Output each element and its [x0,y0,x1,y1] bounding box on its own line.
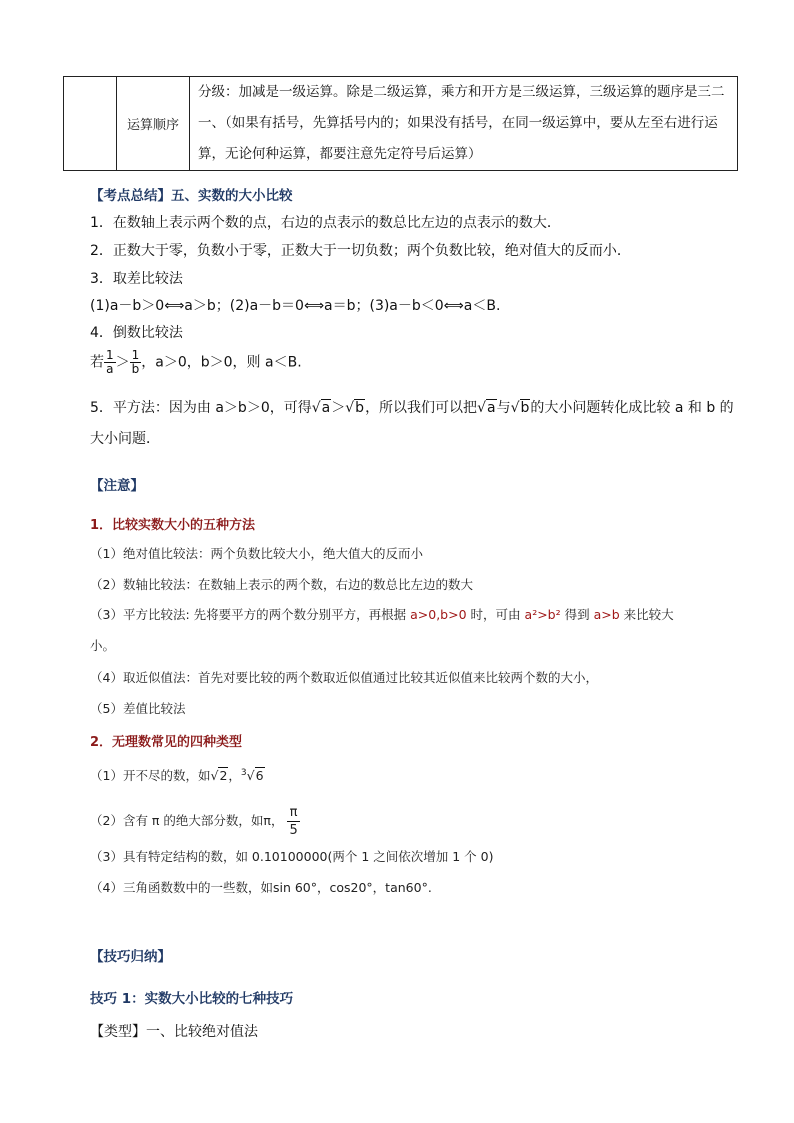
cube-root-index: 3 [240,767,247,778]
cbrt-6: 6 [255,768,264,783]
point-5-text: ，所以我们可以把 [365,400,478,416]
point-5-line-1: 5．平方法：因为由 a＞b＞0，可得√a＞√b，所以我们可以把√a与√b的大小问题转化成比较 a 和 b 的 [90,400,734,416]
fraction-denominator: b [131,362,140,376]
irrational-type-1: （1）开不尽的数，如√2，$^3$√6 [90,767,264,783]
type-1-text: （1）开不尽的数，如 [90,768,211,783]
fraction-denominator: a [106,362,114,376]
method-2: （2）数轴比较法：在数轴上表示的两个数，右边的数总比左边的数大 [90,577,473,592]
sqrt-a: a [486,400,496,416]
irrational-type-4: （4）三角函数数中的一些数，如sin 60°，cos20°，tan60°. [90,880,432,895]
sqrt-b: b [355,400,365,416]
notes-subheading-1: 1．比较实数大小的五种方法 [90,518,256,533]
point-3-title: 3．取差比较法 [90,271,183,287]
if-prefix: 若 [90,354,104,371]
fraction-numerator: 1 [106,348,114,362]
point-4-rest: ，a＞0，b＞0，则 a＜B. [141,354,302,371]
separator: ， [228,768,241,783]
method-5: （5）差值比较法 [90,701,186,716]
type-line: 【类型】一、比较绝对值法 [90,1024,258,1040]
method-3-text: （3）平方比较法: 先将要平方的两个数分别平方，再根据 [90,607,407,622]
method-3-text: 时，可由 [470,607,521,622]
method-3-squares: a²>b² [524,607,561,622]
sqrt-b: b [520,400,530,416]
point-5-line-2: 大小问题． [90,431,160,447]
method-3-result: a>b [593,607,620,622]
fraction-denominator: 5 [289,823,298,838]
sqrt-2: 2 [219,768,228,783]
fraction-numerator: 1 [131,348,140,362]
irrational-type-2 [90,804,300,839]
method-3-text: 得到 [564,607,590,622]
irrational-type-3: （3）具有特定结构的数，如 0.10100000(两个 1 之间依次增加 1 个 0) [90,849,494,864]
fraction-1-over-b [130,349,142,376]
fraction-numerator: π [287,804,299,822]
method-3-text: 来比较大 [623,607,674,622]
point-5-text: 5．平方法：因为由 a＞b＞0，可得 [90,400,312,416]
point-2: 2．正数大于零，负数小于零，正数大于一切负数；两个负数比较，绝对值大的反而小． [90,243,631,259]
point-5-text: 与 [496,400,511,416]
table-row [64,77,738,171]
fraction-1-over-a [104,349,116,376]
row-label: 运算顺序 [117,77,190,171]
point-3-formula: (1)a－b＞0⟺a＞b；(2)a－b＝0⟺a＝b；(3)a－b＜0⟺a＜B. [90,298,501,314]
fraction-pi-over-5 [287,804,299,839]
empty-cell [64,77,117,171]
method-4: （4）取近似值法：首先对要比较的两个数取近似值通过比较其近似值来比较两个数的大小， [90,670,598,685]
point-4-formula: 若 $\frac{1}{a}$ ＞ $\frac{1}{b}$ ，a＞0，b＞0，则 a＜B. [90,348,302,376]
operation-order-table [63,76,738,171]
notes-heading: 【注意】 [90,478,144,494]
point-4-title: 4．倒数比较法 [90,325,183,341]
tip-1-title: 技巧 1：实数大小比较的七种技巧 [90,991,294,1007]
method-1: （1）绝对值比较法：两个负数比较大小，绝大值大的反而小 [90,546,423,561]
point-5-text: 的大小问题转化成比较 a 和 b 的 [530,400,734,416]
method-3-cont: 小。 [90,638,116,653]
method-3-condition: a>0,b>0 [410,607,467,622]
point-1: 1．在数轴上表示两个数的点，右边的点表示的数总比左边的点表示的数大． [90,215,561,231]
row-text: 分级：加减是一级运算。除是二级运算，乘方和开方是三级运算，三级运算的题序是三二一、（如果有括号，先算括号内的；如果没有括号，在同一级运算中，要从左至右进行运算，无论何种运算，都要注意先定符号后运算） [190,77,738,171]
method-3 [90,605,674,623]
type-2-text: （2）含有 π 的绝大部分数，如π， [90,813,284,828]
notes-subheading-2: 2．无理数常见的四种类型 [90,735,243,750]
section-heading: 【考点总结】五、实数的大小比较 [90,188,293,204]
sqrt-a: a [321,400,331,416]
tips-heading: 【技巧归纳】 [90,949,171,965]
